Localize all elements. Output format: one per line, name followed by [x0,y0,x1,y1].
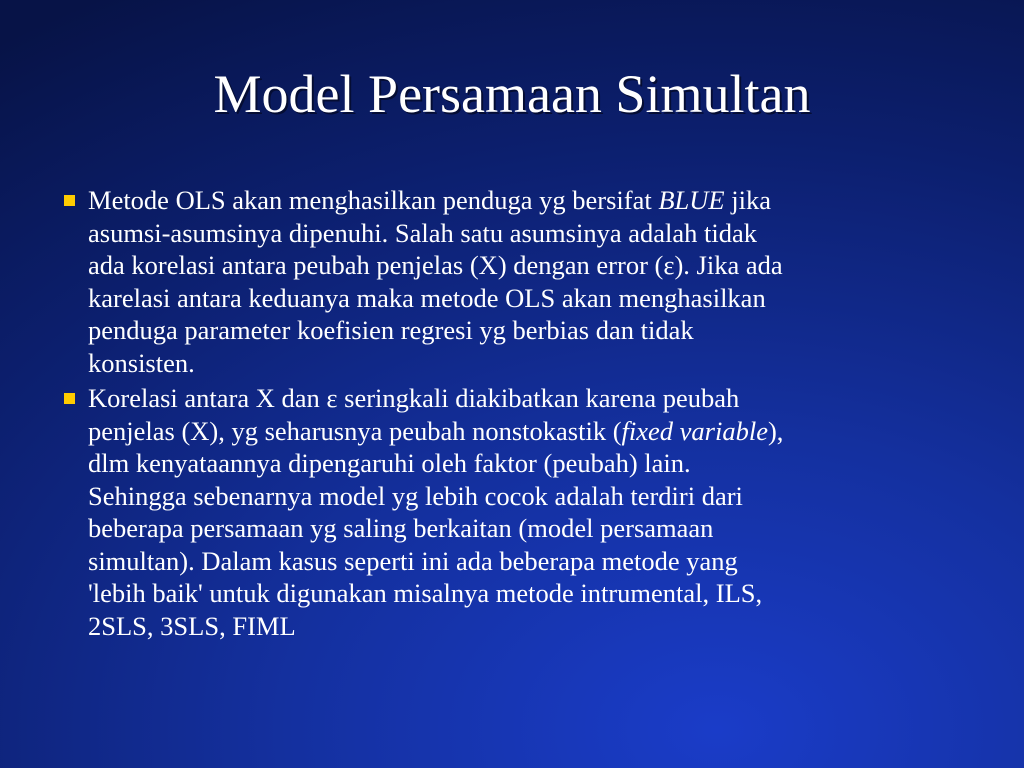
bullet-line: penjelas (X), yg seharusnya peubah nonstokastik (fixed variable), [88,415,784,446]
bullet-list [62,184,962,645]
bullet-line: penduga parameter koefisien regresi yg berbias dan tidak [88,315,694,345]
emphasis-text: BLUE [658,185,725,215]
bullet-line: Sehingga sebenarnya model yg lebih cocok adalah terdiri dari [88,480,743,511]
square-bullet-icon [64,195,75,206]
bullet-line: asumsi-asumsinya dipenuhi. Salah satu asumsinya adalah tidak [88,217,757,248]
bullet-line: ada korelasi antara peubah penjelas (X) dengan error (ε). Jika ada [88,250,783,280]
square-bullet-icon [64,393,75,404]
bullet-line: Korelasi antara X dan ε seringkali diakibatkan karena peubah [88,383,740,413]
emphasis-text: fixed variable [621,415,768,446]
bullet-line: Metode OLS akan menghasilkan penduga yg bersifat BLUE jika [88,185,771,215]
slide-title: Model Persamaan Simultan [213,64,811,124]
bullet-line: karelasi antara keduanya maka metode OLS akan menghasilkan [88,282,766,313]
bullet-line: 2SLS, 3SLS, FIML [88,610,296,641]
bullet-item [62,382,962,642]
bullet-line: 'lebih baik' untuk digunakan misalnya metode intrumental, ILS, [88,578,763,608]
bullet-line: beberapa persamaan yg saling berkaitan (model persamaan [88,513,714,543]
bullet-item [62,184,962,379]
bullet-line: dlm kenyataannya dipengaruhi oleh faktor (peubah) lain. [88,448,691,478]
bullet-line: konsisten. [88,347,195,378]
bullet-line: simultan). Dalam kasus seperti ini ada beberapa metode yang [88,545,738,576]
